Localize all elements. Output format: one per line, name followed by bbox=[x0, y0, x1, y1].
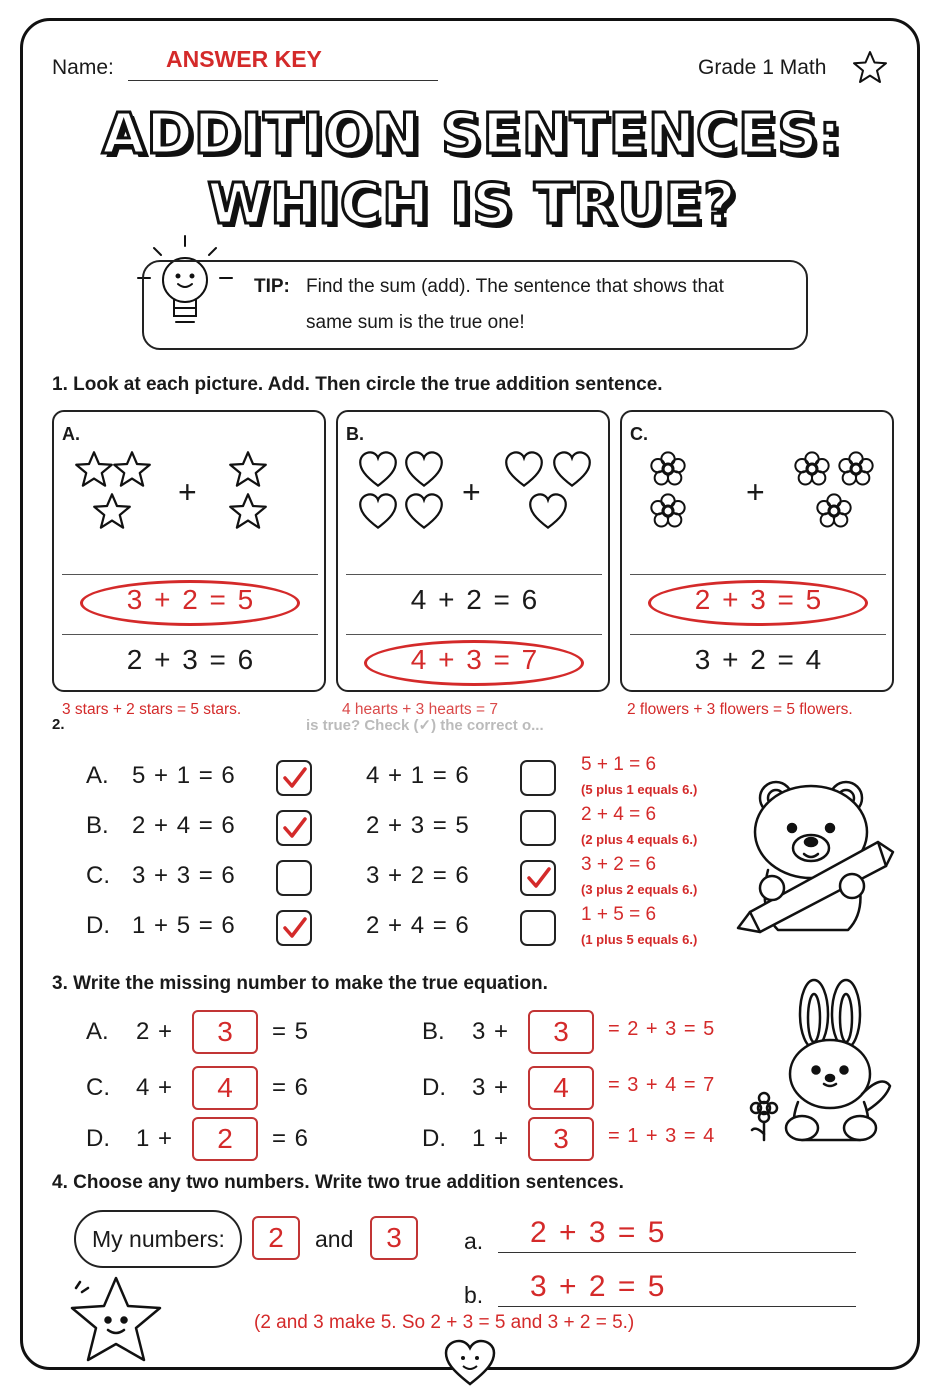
item-addend: 3 + bbox=[472, 1074, 510, 1101]
heart-icon bbox=[404, 450, 444, 488]
plus-sign: + bbox=[746, 474, 765, 510]
checkbox-checked[interactable] bbox=[276, 810, 312, 846]
equation-option[interactable]: 4 + 3 = 7 bbox=[410, 644, 540, 675]
name-value: ANSWER KEY bbox=[166, 46, 322, 72]
divider bbox=[62, 634, 318, 635]
item-addend: 1 + bbox=[472, 1125, 510, 1152]
missing-number-box[interactable]: 3 bbox=[528, 1117, 594, 1161]
row-label: B. bbox=[86, 812, 109, 839]
missing-number-box[interactable]: 4 bbox=[192, 1066, 258, 1110]
checkbox-checked[interactable] bbox=[276, 910, 312, 946]
flower-icon bbox=[792, 450, 832, 488]
number-2-box[interactable]: 3 bbox=[370, 1216, 418, 1260]
panel-label: B. bbox=[346, 424, 364, 444]
star-icon bbox=[228, 450, 268, 488]
item-result: = 2 + 3 = 5 bbox=[608, 1018, 716, 1040]
equation-option[interactable]: 2 + 3 = 6 bbox=[126, 644, 256, 675]
row-label: C. bbox=[86, 862, 110, 889]
plus-sign: + bbox=[462, 474, 481, 510]
flower-icon bbox=[648, 492, 688, 530]
divider bbox=[630, 634, 886, 635]
title-line-1: ADDITION SENTENCES: bbox=[102, 102, 842, 167]
item-addend: 4 + bbox=[136, 1074, 174, 1101]
sentence-a-line bbox=[498, 1252, 856, 1253]
tip-label: TIP: bbox=[254, 276, 290, 297]
divider bbox=[62, 574, 318, 575]
plus-sign: + bbox=[178, 474, 197, 510]
item-label: D. bbox=[86, 1125, 110, 1152]
equation-option[interactable]: 2 + 3 = 5 bbox=[694, 584, 824, 615]
item-label: D. bbox=[422, 1074, 446, 1101]
answer-equation: 1 + 5 = 6 bbox=[581, 904, 657, 925]
star-icon bbox=[112, 450, 152, 488]
q3-instruction: 3. Write the missing number to make the true equation. bbox=[52, 973, 548, 994]
heart-icon bbox=[442, 1338, 498, 1388]
tip-line-2: same sum is the true one! bbox=[306, 312, 525, 333]
panel-note: 2 flowers + 3 flowers = 5 flowers. bbox=[627, 701, 853, 718]
item-label: C. bbox=[86, 1074, 110, 1101]
checkbox-checked[interactable] bbox=[520, 860, 556, 896]
item-label: A. bbox=[86, 1018, 109, 1045]
heart-icon bbox=[404, 492, 444, 530]
grade-label: Grade 1 Math bbox=[698, 56, 827, 79]
right-equation: 4 + 1 = 6 bbox=[366, 762, 470, 789]
star-icon bbox=[74, 450, 114, 488]
left-equation: 3 + 3 = 6 bbox=[132, 862, 236, 889]
q1-panel-a bbox=[52, 410, 326, 692]
tip-line-1: Find the sum (add). The sentence that shows that bbox=[306, 276, 724, 297]
missing-number-box[interactable]: 3 bbox=[192, 1010, 258, 1054]
heart-icon bbox=[358, 450, 398, 488]
checkbox[interactable] bbox=[520, 810, 556, 846]
sentence-b-label: b. bbox=[464, 1282, 484, 1308]
checkbox[interactable] bbox=[520, 760, 556, 796]
name-line bbox=[128, 80, 438, 81]
star-icon bbox=[228, 492, 268, 530]
panel-note: 4 hearts + 3 hearts = 7 bbox=[342, 701, 498, 718]
left-equation: 2 + 4 = 6 bbox=[132, 812, 236, 839]
answer-equation: 2 + 4 = 6 bbox=[581, 804, 657, 825]
answer-note: (5 plus 1 equals 6.) bbox=[581, 782, 698, 797]
answer-equation: 3 + 2 = 6 bbox=[581, 854, 657, 875]
flower-icon bbox=[648, 450, 688, 488]
smiling-star-icon bbox=[58, 1272, 188, 1368]
answer-note: (3 plus 2 equals 6.) bbox=[581, 882, 698, 897]
item-label: D. bbox=[422, 1125, 446, 1152]
checkbox[interactable] bbox=[520, 910, 556, 946]
checkbox[interactable] bbox=[276, 860, 312, 896]
item-result: = 6 bbox=[272, 1074, 310, 1101]
sentence-a-label: a. bbox=[464, 1228, 484, 1254]
teddy-bear-icon bbox=[728, 770, 908, 940]
missing-number-box[interactable]: 4 bbox=[528, 1066, 594, 1110]
checkbox-checked[interactable] bbox=[276, 760, 312, 796]
my-numbers-label: My numbers: bbox=[92, 1226, 225, 1252]
q1-panel-b bbox=[336, 410, 610, 692]
missing-number-box[interactable]: 3 bbox=[528, 1010, 594, 1054]
divider bbox=[346, 574, 602, 575]
panel-note: 3 stars + 2 stars = 5 stars. bbox=[62, 701, 242, 718]
heart-icon bbox=[528, 492, 568, 530]
right-equation: 3 + 2 = 6 bbox=[366, 862, 470, 889]
tip-box bbox=[142, 260, 808, 350]
item-addend: 2 + bbox=[136, 1018, 174, 1045]
item-label: B. bbox=[422, 1018, 445, 1045]
row-label: A. bbox=[86, 762, 109, 789]
equation-option[interactable]: 3 + 2 = 4 bbox=[694, 644, 824, 675]
q4-note: (2 and 3 make 5. So 2 + 3 = 5 and 3 + 2 = 5.) bbox=[254, 1312, 635, 1333]
item-addend: 1 + bbox=[136, 1125, 174, 1152]
star-icon bbox=[92, 492, 132, 530]
sentence-b-answer[interactable]: 3 + 2 = 5 bbox=[530, 1270, 667, 1303]
missing-number-box[interactable]: 2 bbox=[192, 1117, 258, 1161]
flower-icon bbox=[836, 450, 876, 488]
q2-number: 2. bbox=[52, 716, 65, 733]
bunny-icon bbox=[742, 978, 902, 1148]
divider bbox=[630, 574, 886, 575]
sentence-a-answer[interactable]: 2 + 3 = 5 bbox=[530, 1216, 667, 1249]
flower-icon bbox=[814, 492, 854, 530]
equation-option[interactable]: 4 + 2 = 6 bbox=[410, 584, 540, 615]
item-addend: 3 + bbox=[472, 1018, 510, 1045]
and-label: and bbox=[315, 1226, 354, 1252]
item-result: = 1 + 3 = 4 bbox=[608, 1125, 716, 1147]
left-equation: 5 + 1 = 6 bbox=[132, 762, 236, 789]
item-result: = 3 + 4 = 7 bbox=[608, 1074, 716, 1096]
name-label: Name: bbox=[52, 56, 114, 79]
right-equation: 2 + 3 = 5 bbox=[366, 812, 470, 839]
left-equation: 1 + 5 = 6 bbox=[132, 912, 236, 939]
panel-label: A. bbox=[62, 424, 80, 444]
q1-instruction: 1. Look at each picture. Add. Then circle the true addition sentence. bbox=[52, 374, 663, 395]
equation-option[interactable]: 3 + 2 = 5 bbox=[126, 584, 256, 615]
heart-icon bbox=[358, 492, 398, 530]
q1-panel-c bbox=[620, 410, 894, 692]
panel-label: C. bbox=[630, 424, 648, 444]
sentence-b-line bbox=[498, 1306, 856, 1307]
item-result: = 5 bbox=[272, 1018, 310, 1045]
q2-instruction-partial: is true? Check (✓) the correct o... bbox=[306, 717, 544, 734]
row-label: D. bbox=[86, 912, 110, 939]
answer-note: (1 plus 5 equals 6.) bbox=[581, 932, 698, 947]
title-line-2: WHICH IS TRUE? bbox=[207, 172, 737, 237]
heart-icon bbox=[552, 450, 592, 488]
heart-icon bbox=[504, 450, 544, 488]
item-result: = 6 bbox=[272, 1125, 310, 1152]
q4-instruction: 4. Choose any two numbers. Write two true addition sentences. bbox=[52, 1172, 624, 1193]
answer-equation: 5 + 1 = 6 bbox=[581, 754, 657, 775]
number-1-box[interactable]: 2 bbox=[252, 1216, 300, 1260]
star-icon bbox=[852, 50, 888, 84]
divider bbox=[346, 634, 602, 635]
answer-note: (2 plus 4 equals 6.) bbox=[581, 832, 698, 847]
right-equation: 2 + 4 = 6 bbox=[366, 912, 470, 939]
